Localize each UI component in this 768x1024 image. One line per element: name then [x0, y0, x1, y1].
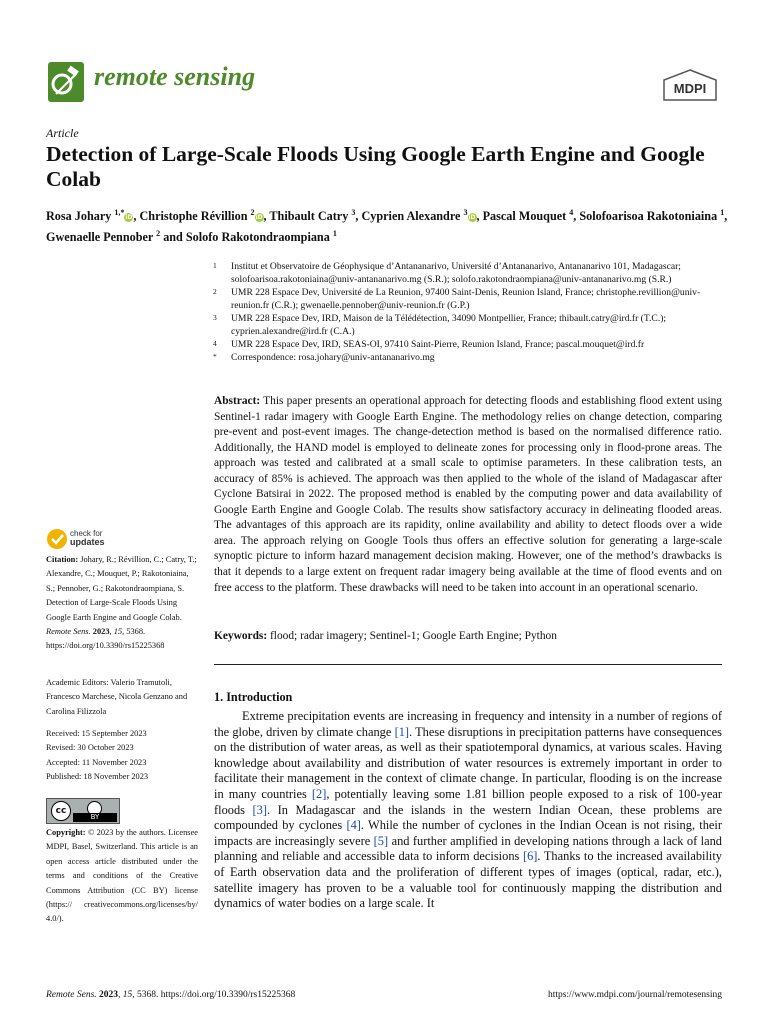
- orcid-icon[interactable]: iD: [255, 214, 263, 222]
- affiliation-number: 4: [213, 339, 217, 348]
- check-updates-line1: check for: [70, 529, 103, 538]
- citation-label: Citation:: [46, 555, 79, 564]
- author-affil-sup: 3: [463, 208, 468, 217]
- keywords-text: flood; radar imagery; Sentinel-1; Google Earth Engine; Python: [270, 630, 557, 642]
- divider: [214, 664, 722, 665]
- section-heading: 1. Introduction: [214, 690, 293, 704]
- citation-block: Citation: Johary, R.; Révillion, C.; Catry, T.; Alexandre, C.; Mouquet, P.; Rakotoniaina, S.; Pennober, G.; Rakotondraompiana, S. Detection of Large-Scale Floods Using Google Earth Engine and Google Colab. Remote Sens. 2023, 15, 5368. https://doi.org/10.3390/rs15225368: [46, 555, 197, 651]
- date-accepted: Accepted: 11 November 2023: [46, 757, 147, 767]
- check-icon: [46, 528, 70, 550]
- date-revised: Revised: 30 October 2023: [46, 743, 134, 753]
- affiliation-number: *: [213, 352, 217, 361]
- by-label: BY: [73, 813, 117, 822]
- affiliation-text: Correspondence: rosa.johary@univ-antananarivo.mg: [231, 352, 435, 363]
- journal-logo-icon: [46, 60, 86, 104]
- keywords-label: Keywords:: [214, 630, 268, 642]
- citation-link[interactable]: [4]: [346, 818, 361, 833]
- author: [186, 230, 337, 244]
- author-name: Gwenaelle Pennober: [46, 230, 154, 245]
- intro-text-run: . Thanks to the increased availability of Earth observation data and the proliferation of different types of images (optical, radar, etc.), satellite imagery has proven to be a valuable tool for continuously mapping the distribution and dynamics of water bodies on a large scale. It: [214, 849, 722, 911]
- author-affil-sup: 1: [332, 229, 337, 239]
- affiliation-text: UMR 228 Espace Dev, IRD, SEAS-OI, 97410 Saint-Pierre, Reunion Island, France; pascal.mouquet@ird.fr: [231, 339, 645, 350]
- copyright-block: [46, 826, 198, 927]
- author: [269, 209, 355, 223]
- dates-block: [46, 727, 198, 785]
- affiliation-text: Institut et Observatoire de Géophysique d’Antananarivo, Université d’Antananarivo, Antananarivo 101, Madagascar; solofoarisoa.rakotoniaina@univ-antananarivo.mg (S.R.); solofo.rakotondraompiana@univ-antananarivo.mg (S.R.): [231, 261, 681, 285]
- author-name: Solofo Rakotondraompiana: [185, 230, 330, 245]
- author-affil-sup: 4: [569, 208, 574, 217]
- journal-name: remote sensing: [94, 62, 256, 91]
- academic-editors: Academic Editors: Valerio Tramutoli, Francesco Marchese, Nicola Genzano and Carolina Filizzola: [46, 678, 188, 716]
- author: [46, 230, 160, 244]
- affiliation: [213, 260, 723, 286]
- author-name: Pascal Mouquet: [482, 209, 567, 224]
- citation-link[interactable]: [5]: [373, 833, 389, 848]
- intro-text-run: Extreme precipitation events are increasing in frequency and intensity in a number of regions of the globe, driven by climate change: [214, 709, 722, 739]
- citation-page: , 5368.: [122, 627, 146, 637]
- publisher-logo: [660, 68, 720, 104]
- footer-vol: 15: [122, 990, 133, 1000]
- orcid-icon[interactable]: iD: [468, 214, 476, 222]
- affiliation-list: [213, 260, 723, 364]
- author-affil-sup: 1: [720, 208, 725, 217]
- citation-link[interactable]: [6]: [522, 849, 538, 864]
- abstract-text: This paper presents an operational approach for detecting floods and establishing flood extent using Sentinel-1 radar imagery with Google Earth Engine. The methodology relies on change detection, comparing pre-event and post-event images. The change-detection method is based on the normalised difference ratio. Additionally, the HAND model is employed to delineate zones for processing only in flood-prone areas. The approach was tested and calibrated at a small scale to optimise parameters. In these calibration tests, an accuracy of 85% is achieved. The approach was then applied to the whole of the island of Madagascar after Cyclone Batsirai in 2022. The proposed method is enabled by the computing power and data availability of Google Earth Engine and Google Colab. The results show satisfactory accuracy in delineating flooded areas. The advantages of this approach are its rapidity, online availability and ability to detect floods over a wide area. The approach relying on Google Tools thus offers an effective solution for generating a large-scale synoptic picture to inform hazard management decision making. However, one of the method’s drawbacks is that it depends to a large extent on frequent radar imagery being available at the time of flood events and on free access to the platform. These drawbacks will need to be taken into account in an operational scenario.: [214, 395, 722, 594]
- footer-year: 2023: [99, 990, 119, 1000]
- copyright-text: © 2023 by the authors. Licensee MDPI, Basel, Switzerland. This article is an open access article distributed under the terms and conditions of the Creative Commons Attribution (CC BY) license (https:// creativecommons.org/licenses/by/ 4.0/).: [46, 828, 198, 924]
- affiliation-number: 2: [213, 287, 217, 296]
- citation-journal: Remote Sens.: [46, 627, 91, 637]
- citation-vol: 15: [113, 627, 123, 637]
- author-affil-sup: 2: [250, 208, 255, 217]
- keywords: [214, 630, 722, 642]
- citation-link[interactable]: [3]: [252, 802, 267, 817]
- author-affil-sup: 2: [156, 229, 161, 239]
- affiliation-number: 1: [213, 261, 217, 270]
- citation-year: 2023: [92, 627, 110, 637]
- copyright-label: Copyright:: [46, 828, 86, 837]
- intro-text-run: . These disruptions in precipitation patterns have consequences on the distribution of water areas, as well as their spatiotemporal dynamics, at various scales. Having knowledge about availability and distribution of water resources is extremely important in order to facilitate their management in the context of climate change. In particular, flooding is on the increase in many countries: [214, 724, 722, 801]
- footer-rest: , 5368. https://doi.org/10.3390/rs15225368: [132, 990, 296, 1000]
- footer-journal: Remote Sens.: [46, 990, 97, 1000]
- author-name: Rosa Johary: [46, 209, 112, 224]
- introduction-text: [214, 709, 722, 912]
- footer-citation: Remote Sens. 2023, 15, 5368. https://doi.org/10.3390/rs15225368: [46, 990, 296, 1000]
- cc-by-license-badge[interactable]: [46, 798, 120, 824]
- date-received: Received: 15 September 2023: [46, 729, 147, 738]
- intro-text-run: and further amplified in developing nations through a lack of land planning and reliable and accessible data to inform decisions: [214, 833, 722, 864]
- affiliation: [213, 351, 723, 364]
- affiliation: [213, 286, 723, 312]
- date-published: Published: 18 November 2023: [46, 772, 149, 782]
- author: [361, 209, 476, 223]
- citation-link[interactable]: [2]: [311, 786, 327, 801]
- citation-text: Johary, R.; Révillion, C.; Catry, T.; Alexandre, C.; Mouquet, P.; Rakotoniaina, S.; Pennober, G.; Rakotondraompiana, S. Detection of Large-Scale Floods Using Google Earth Engine and Google Colab.: [46, 555, 197, 622]
- orcid-icon[interactable]: iD: [125, 214, 133, 222]
- footer-journal-url[interactable]: https://www.mdpi.com/journal/remotesensing: [547, 990, 722, 1000]
- citation-link[interactable]: [1]: [394, 724, 410, 739]
- article-type: Article: [46, 126, 79, 140]
- affiliation-text: UMR 228 Espace Dev, Université de La Reunion, 97400 Saint-Denis, Reunion Island, France; christophe.revillion@univ-reunion.fr (C.R.); gwenaelle.pennober@univ-reunion.fr (G.P.): [231, 287, 701, 311]
- author-name: Thibault Catry: [269, 209, 349, 224]
- intro-text-run: . In Madagascar and the islands in the western Indian Ocean, these problems are compounded by cyclones: [214, 802, 723, 833]
- check-for-updates-button[interactable]: [46, 528, 126, 550]
- intro-text-run: , potentially leaving some 1.81 billion people exposed to a risk of 100-year floods: [214, 786, 722, 817]
- affiliation-text: UMR 228 Espace Dev, IRD, Maison de la Télédétection, 34090 Montpellier, France; thibault.catry@ird.fr (T.C.); cyprien.alexandre@ird.fr (C.A.): [231, 313, 667, 337]
- abstract-label: Abstract:: [214, 395, 261, 407]
- affiliation: [213, 312, 723, 338]
- check-updates-line2: updates: [70, 537, 105, 547]
- author-list: Rosa Johary $^{1,*}$iD, Christophe Révillion $^2$iD, Thibault Catry $^3$, Cyprien Alexandre $^3$iD, Pascal Mouquet $^4$, Solofoarisoa Rakotoniaina $^1$, Gwenaelle Pennober $^2$ and Solofo Rakotondraompiana $^1$: [46, 208, 728, 245]
- author: [579, 209, 724, 223]
- author: [483, 209, 574, 223]
- publisher-name: MDPI: [673, 81, 707, 96]
- author-name: Solofoarisoa Rakotoniaina: [579, 209, 718, 224]
- author: [46, 209, 133, 223]
- cc-icon: cc: [51, 801, 71, 821]
- affiliation-number: 3: [213, 313, 217, 322]
- abstract: [214, 394, 722, 596]
- citation-doi-link[interactable]: https://doi.org/10.3390/rs15225368: [46, 641, 165, 651]
- author-name: Cyprien Alexandre: [361, 209, 461, 224]
- author-name: Christophe Révillion: [139, 209, 248, 224]
- paper-title: Detection of Large-Scale Floods Using Google Earth Engine and Google Colab: [46, 142, 705, 191]
- author-affil-sup: 1,*: [114, 208, 125, 217]
- author: [139, 209, 263, 223]
- author-affil-sup: 3: [351, 208, 356, 217]
- intro-text-run: . While the number of cyclones in the Indian Ocean is not rising, their impacts are increasingly severe: [214, 818, 722, 848]
- affiliation: [213, 338, 723, 351]
